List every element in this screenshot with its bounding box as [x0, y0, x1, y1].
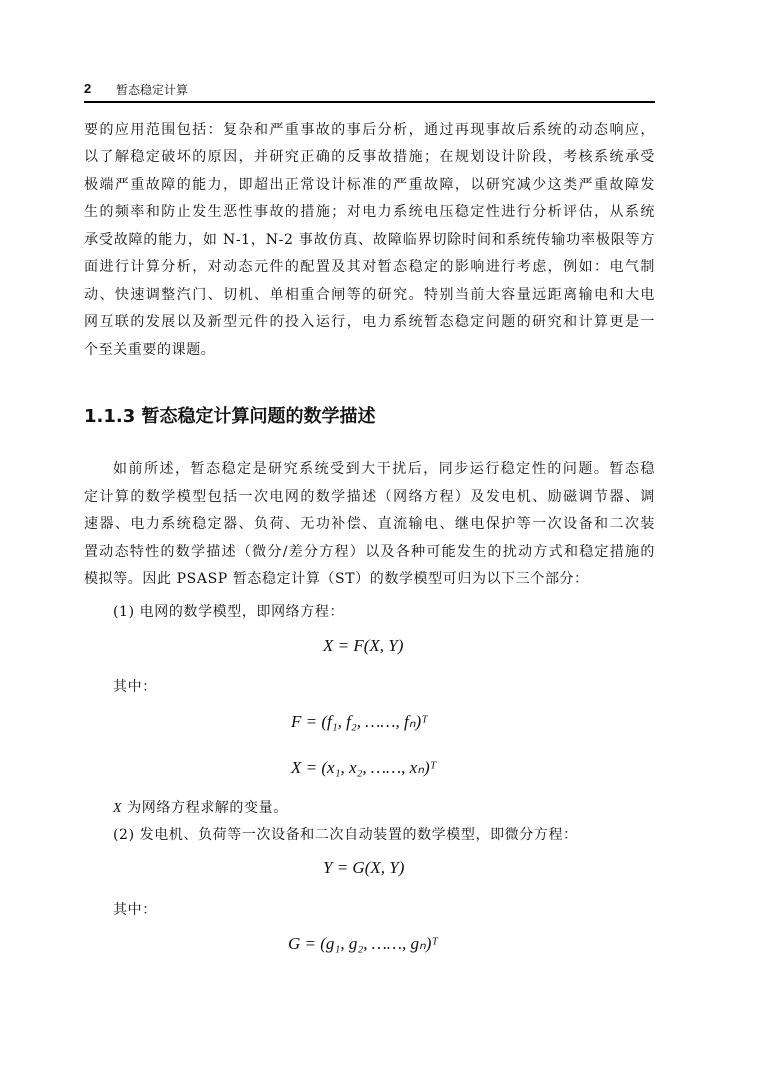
running-title: 暂态稳定计算 — [116, 83, 189, 97]
equation-network: X = F(X, Y) — [323, 636, 404, 655]
paragraph-line: 面进行计算分析，对动态元件的配置及其对暂态稳定的影响进行考虑，例如：电气制 — [84, 259, 655, 275]
equation-X: X = (x₁, x₂, ……, xₙ)ᵀ — [291, 758, 437, 777]
list-item-1: (1) 电网的数学模型，即网络方程： — [113, 604, 345, 620]
where-label: 其中： — [113, 679, 157, 695]
paragraph-line: 承受故障的能力，如 N-1，N-2 事故仿真、故障临界切除时间和系统传输功率极限等方 — [84, 232, 655, 248]
paragraph-line: 定计算的数学模型包括一次电网的数学描述（网络方程）及发电机、励磁调节器、调 — [84, 489, 655, 505]
paragraph-line: 模拟等。因此 PSASP 暂态稳定计算（ST）的数学模型可归为以下三个部分： — [84, 571, 589, 587]
variable-x: X — [113, 801, 123, 816]
variable-description — [113, 797, 288, 817]
variable-description-text: 为网络方程求解的变量。 — [122, 800, 288, 816]
page-header — [84, 81, 655, 101]
paragraph-line: 置动态特性的数学描述（微分/差分方程）以及各种可能发生的扰动方式和稳定措施的 — [84, 544, 655, 560]
page-number: 2 — [84, 81, 92, 96]
header-rule — [84, 101, 655, 103]
equation-differential: Y = G(X, Y) — [323, 858, 405, 877]
paragraph-line: 生的频率和防止发生恶性事故的措施；对电力系统电压稳定性进行分析评估，从系统 — [84, 204, 655, 220]
equation-G: G = (g₁, g₂, ……, gₙ)ᵀ — [288, 934, 438, 953]
where-label: 其中： — [113, 902, 157, 918]
paragraph-line: 极端严重故障的能力，即超出正常设计标准的严重故障，以研究减少这类严重故障发 — [84, 177, 655, 193]
paragraph-line: 动、快速调整汽门、切机、单相重合闸等的研究。特别当前大容量远距离输电和大电 — [84, 287, 655, 303]
equation-F: F = (f₁, f₂, ……, fₙ)ᵀ — [291, 712, 428, 731]
paragraph-line: 以了解稳定破坏的原因，并研究正确的反事故措施；在规划设计阶段，考核系统承受 — [84, 149, 655, 165]
paragraph-line: 个至关重要的课题。 — [84, 342, 216, 358]
paragraph-line: 要的应用范围包括：复杂和严重事故的事后分析，通过再现事故后系统的动态响应， — [84, 122, 655, 138]
section-heading: 1.1.3 暂态稳定计算问题的数学描述 — [84, 406, 376, 427]
paragraph-line: 如前所述，暂态稳定是研究系统受到大干扰后，同步运行稳定性的问题。暂态稳 — [113, 461, 655, 477]
paragraph-line: 网互联的发展以及新型元件的投入运行，电力系统暂态稳定问题的研究和计算更是一 — [84, 314, 655, 330]
paragraph-line: 速器、电力系统稳定器、负荷、无功补偿、直流输电、继电保护等一次设备和二次装 — [84, 516, 655, 532]
list-item-2: (2) 发电机、负荷等一次设备和二次自动装置的数学模型，即微分方程： — [113, 827, 578, 843]
